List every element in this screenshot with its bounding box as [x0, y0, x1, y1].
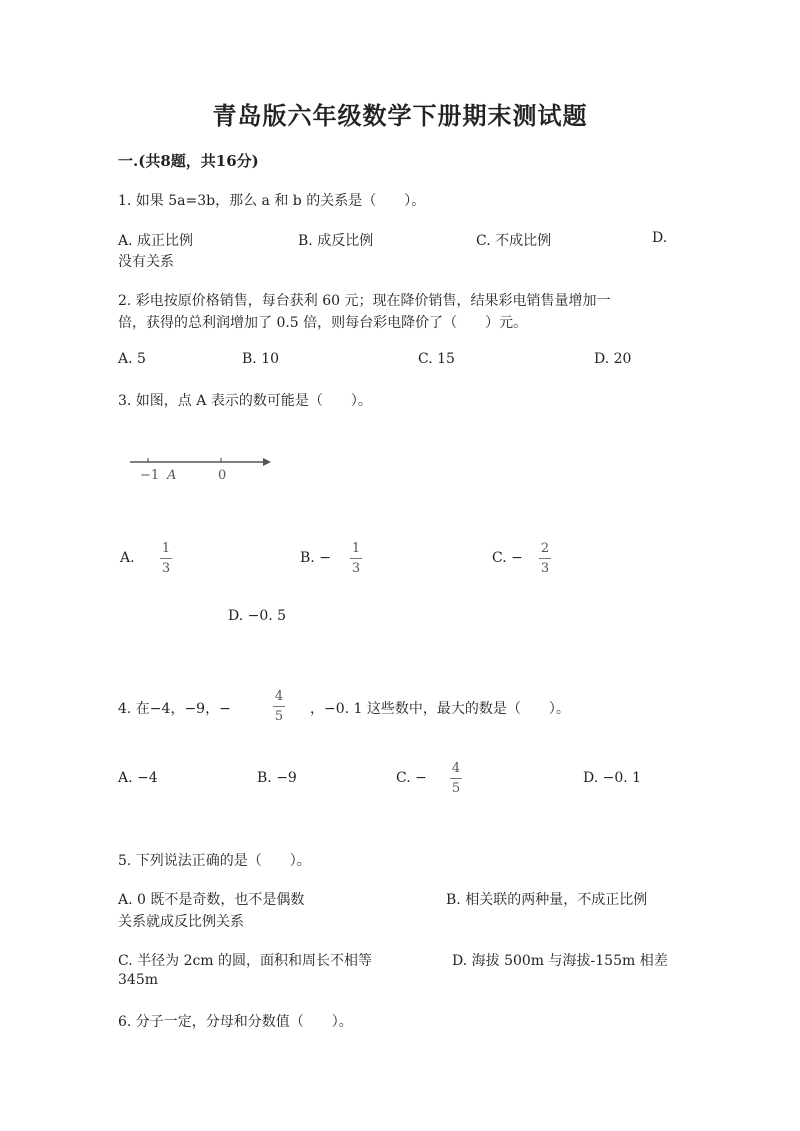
question-3-option-c-fraction [539, 541, 551, 576]
question-4-stem-start: 4. 在−4，−9，− [118, 701, 231, 717]
question-5-stem: 5. 下列说法正确的是（ ）。 [118, 853, 311, 869]
fraction-bar [539, 558, 551, 559]
question-4-option-c: C. − [396, 770, 427, 786]
section-heading: 一.(共8题，共16分) [118, 152, 259, 170]
tick-label-minus-one: −1 [140, 468, 160, 483]
fraction-bar [450, 778, 462, 779]
question-5-option-d: D. 海拔 500m 与海拔-155m 相差 [452, 953, 668, 969]
question-2-stem-line2: 倍，获得的总利润增加了 0.5 倍，则每台彩电降价了（ ）元。 [118, 315, 528, 331]
tick-label-zero: 0 [218, 468, 227, 483]
fraction-numerator: 2 [540, 541, 550, 556]
fraction-denominator: 5 [451, 781, 461, 796]
number-line-figure [125, 450, 275, 486]
question-1-option-a: A. 成正比例 [118, 233, 194, 249]
question-1-option-b: B. 成反比例 [298, 233, 374, 249]
fraction-numerator: 1 [161, 541, 171, 556]
fraction-bar [350, 558, 362, 559]
question-2-option-a: A. 5 [118, 351, 146, 367]
question-3-option-b: B. − [300, 550, 331, 566]
question-2-stem-line1: 2. 彩电按原价格销售，每台获利 60 元；现在降价销售，结果彩电销售量增加一 [118, 293, 611, 309]
question-4-option-a: A. −4 [118, 770, 158, 786]
point-a-label: A [167, 468, 177, 483]
question-5-option-b-continued: 关系就成反比例关系 [118, 914, 244, 930]
question-4-option-d: D. −0. 1 [583, 770, 642, 786]
question-1-option-c: C. 不成比例 [476, 233, 552, 249]
fraction-denominator: 3 [540, 561, 550, 576]
question-3-option-b-fraction [350, 541, 362, 576]
question-3-option-d: D. −0. 5 [228, 608, 287, 624]
fraction-denominator: 5 [274, 709, 284, 724]
question-4-option-b: B. −9 [257, 770, 297, 786]
question-5-option-b: B. 相关联的两种量，不成正比例 [446, 892, 648, 908]
question-3-stem: 3. 如图，点 A 表示的数可能是（ ）。 [118, 393, 372, 409]
question-1-option-d-text: 没有关系 [118, 254, 174, 270]
question-1-option-d: D. [652, 230, 668, 246]
question-2-option-b: B. 10 [242, 351, 280, 367]
fraction-denominator: 3 [351, 561, 361, 576]
question-4-option-c-fraction [450, 761, 462, 796]
question-5-option-c: C. 半径为 2cm 的圆，面积和周长不相等 [118, 953, 373, 969]
question-5-option-a: A. 0 既不是奇数，也不是偶数 [118, 892, 305, 908]
question-3-option-a: A. [120, 550, 135, 566]
question-2-option-c: C. 15 [418, 351, 455, 367]
question-4-stem-fraction [273, 689, 285, 724]
question-1-stem: 1. 如果 5a=3b，那么 a 和 b 的关系是（ ）。 [118, 193, 426, 209]
fraction-bar [273, 706, 285, 707]
question-4-stem-end: ，−0. 1 这些数中，最大的数是（ ）。 [310, 701, 570, 717]
page-title: 青岛版六年级数学下册期末测试题 [212, 101, 588, 130]
fraction-bar [160, 558, 172, 559]
question-2-option-d: D. 20 [594, 351, 632, 367]
question-5-option-d-continued: 345m [118, 972, 158, 988]
fraction-numerator: 4 [451, 761, 461, 776]
question-3-option-c: C. − [492, 550, 523, 566]
question-3-option-a-fraction [160, 541, 172, 576]
fraction-numerator: 1 [351, 541, 361, 556]
fraction-numerator: 4 [274, 689, 284, 704]
fraction-denominator: 3 [161, 561, 171, 576]
question-6-stem: 6. 分子一定，分母和分数值（ ）。 [118, 1014, 353, 1030]
